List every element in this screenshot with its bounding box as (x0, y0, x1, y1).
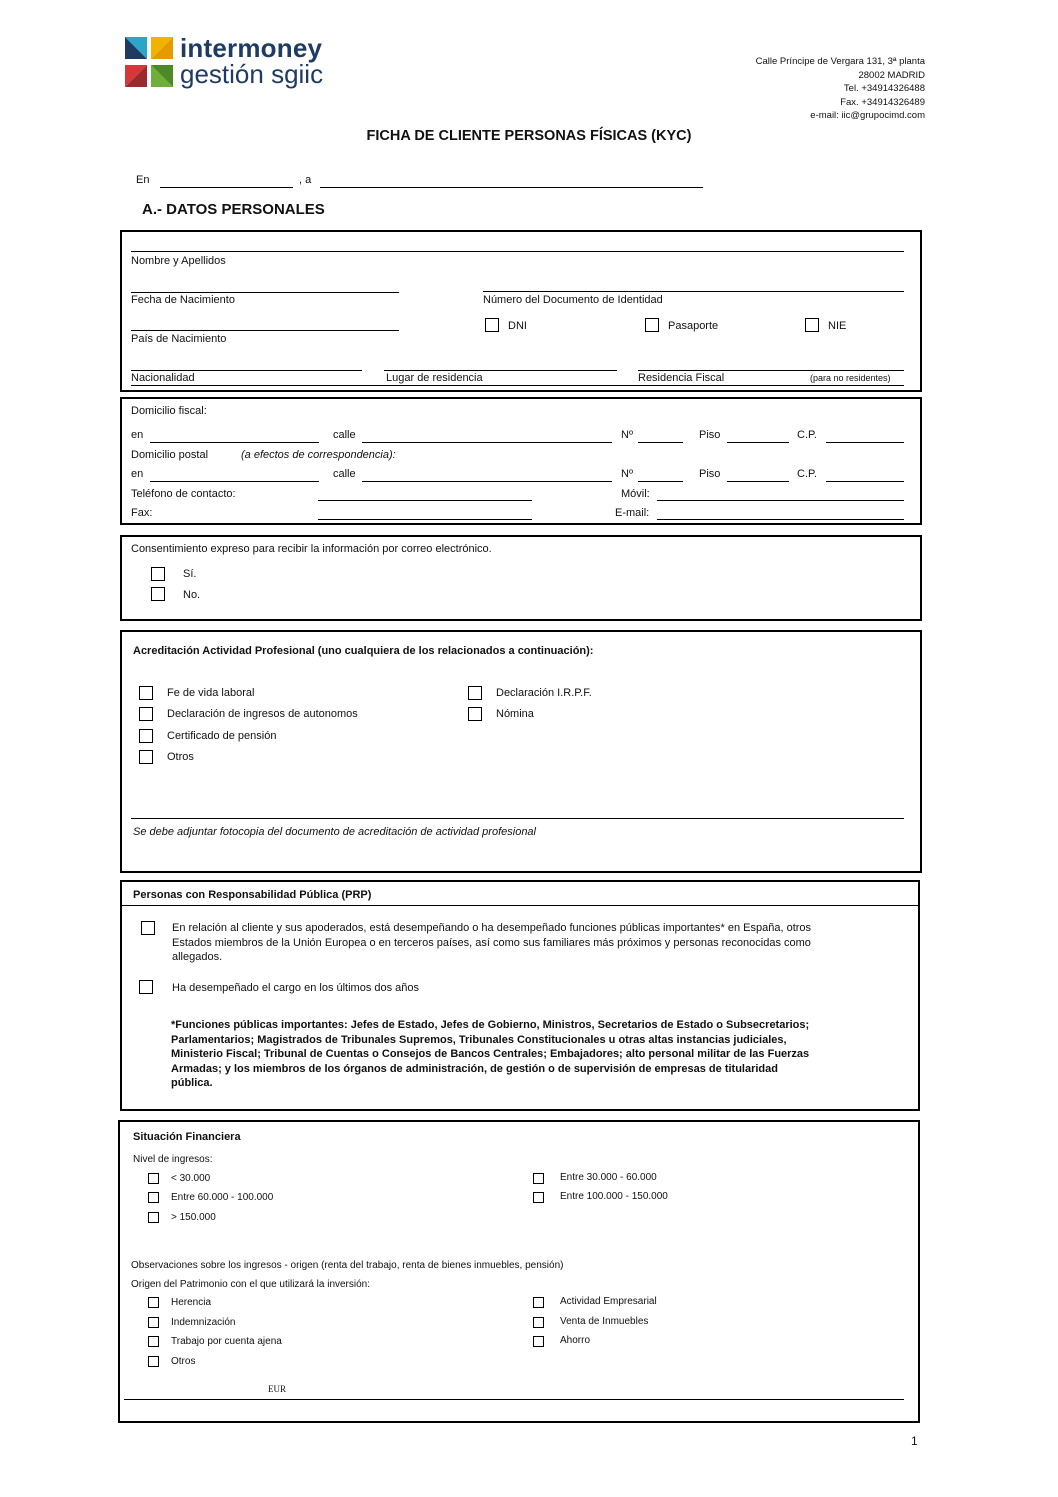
fax-field[interactable] (318, 519, 532, 520)
prp-item1 (172, 921, 811, 965)
address-line: e-mail: iic@grupocimd.com (810, 110, 925, 121)
postal-cp-field[interactable] (826, 481, 904, 482)
telefono-field[interactable] (318, 500, 532, 501)
divider (122, 905, 918, 906)
divider (131, 251, 904, 252)
address-box (120, 397, 922, 525)
prp-item1-line: allegados. (172, 951, 223, 963)
fax-label: Fax: (131, 507, 153, 519)
nomina-checkbox[interactable] (468, 707, 482, 721)
prp-title: Personas con Responsabilidad Pública (PRP) (133, 889, 372, 901)
cp-label: C.P. (797, 429, 817, 441)
nomina-label: Nómina (496, 708, 534, 720)
ingresos-60-100-label: Entre 60.000 - 100.000 (171, 1192, 274, 1203)
divider (131, 385, 904, 386)
movil-label: Móvil: (621, 488, 650, 500)
telefono-label: Teléfono de contacto: (131, 488, 236, 500)
prp-item2: Ha desempeñado el cargo en los últimos dos años (172, 982, 420, 994)
certificado-pension-label: Certificado de pensión (167, 730, 277, 742)
trabajo-ajena-checkbox[interactable] (148, 1336, 159, 1347)
acreditacion-otros-checkbox[interactable] (139, 750, 153, 764)
eur-label: EUR (268, 1384, 286, 1394)
origen-otros-label: Otros (171, 1356, 196, 1367)
fe-vida-laboral-checkbox[interactable] (139, 686, 153, 700)
acreditacion-note: Se debe adjuntar fotocopia del documento de acreditación de actividad profesional (133, 826, 536, 838)
prp-item1-checkbox[interactable] (141, 921, 155, 935)
logo-line1: intermoney (180, 33, 323, 63)
indemnizacion-checkbox[interactable] (148, 1317, 159, 1328)
postal-piso-field[interactable] (727, 481, 789, 482)
nacionalidad-field[interactable] (131, 370, 362, 371)
domicilio-postal-note: (a efectos de correspondencia): (241, 449, 396, 461)
ingresos-autonomos-checkbox[interactable] (139, 707, 153, 721)
address-line: 28002 MADRID (858, 69, 925, 81)
nombre-field[interactable] (131, 292, 399, 293)
consent-no-checkbox[interactable] (151, 587, 165, 601)
fecha-nac-label: Fecha de Nacimiento (131, 294, 235, 306)
en-label: en (131, 429, 144, 441)
ingresos-autonomos-label: Declaración de ingresos de autonomos (167, 708, 358, 720)
ingresos-gt150-checkbox[interactable] (148, 1212, 159, 1223)
prp-item1-line: Estados miembros de la Unión Europea o en terceros países, así como sus familiares más próximos y personas reconocidas como (172, 936, 811, 949)
origen-otros-checkbox[interactable] (148, 1356, 159, 1367)
num-label: Nº (621, 429, 633, 441)
ingresos-100-150-checkbox[interactable] (533, 1192, 544, 1203)
ingresos-30-60-label: Entre 30.000 - 60.000 (560, 1172, 657, 1183)
ingresos-60-100-checkbox[interactable] (148, 1192, 159, 1203)
postal-calle-field[interactable] (362, 481, 612, 482)
prp-note-line: *Funciones públicas importantes: Jefes de Estado, Jefes de Gobierno, Ministros, Secretarios de Estado o Subsecretarios; (171, 1019, 810, 1031)
prp-note-line: pública. (171, 1077, 213, 1089)
cp-label: C.P. (797, 468, 817, 480)
movil-field[interactable] (657, 500, 904, 501)
prp-item2-checkbox[interactable] (139, 980, 153, 994)
date-label: , a (299, 174, 312, 186)
ahorro-checkbox[interactable] (533, 1336, 544, 1347)
num-label: Nº (621, 468, 633, 480)
nivel-ingresos-label: Nivel de ingresos: (133, 1154, 213, 1165)
email-label: E-mail: (615, 507, 650, 519)
irpf-label: Declaración I.R.P.F. (496, 687, 592, 699)
acreditacion-otros-label: Otros (167, 751, 194, 763)
financiera-box (118, 1120, 920, 1423)
actividad-empresarial-label: Actividad Empresarial (560, 1296, 657, 1307)
prp-note (171, 1018, 809, 1091)
logo-line2: gestión sgiic (180, 59, 324, 89)
divider (131, 818, 904, 819)
herencia-label: Herencia (171, 1297, 212, 1308)
address-block (756, 55, 925, 123)
domicilio-postal-label: Domicilio postal (131, 449, 209, 461)
lugar-res-field[interactable] (384, 370, 617, 371)
venta-inmuebles-label: Venta de Inmuebles (560, 1316, 649, 1327)
ahorro-label: Ahorro (560, 1335, 591, 1346)
lugar-res-label: Lugar de residencia (386, 372, 483, 384)
section-a-title: A.- DATOS PERSONALES (142, 201, 325, 218)
nacionalidad-label: Nacionalidad (131, 372, 195, 384)
prp-note-line: Ministerio Fiscal; Tribunal de Cuentas o Consejos de Bancos Centrales; Embajadores; alto personal militar de las Fuerzas (171, 1048, 810, 1060)
calle-label: calle (333, 429, 356, 441)
logo (125, 33, 335, 93)
nombre-label: Nombre y Apellidos (131, 255, 226, 267)
certificado-pension-checkbox[interactable] (139, 729, 153, 743)
origen-label: Origen del Patrimonio con el que utilizará la inversión: (131, 1279, 371, 1290)
calle-label: calle (333, 468, 356, 480)
indemnizacion-label: Indemnización (171, 1317, 236, 1328)
observaciones-label: Observaciones sobre los ingresos - origen (renta del trabajo, renta de bienes inmuebles, pensión) (131, 1260, 564, 1271)
trabajo-ajena-label: Trabajo por cuenta ajena (171, 1336, 282, 1347)
ingresos-gt150-label: > 150.000 (171, 1212, 216, 1223)
dni-checkbox[interactable] (485, 318, 499, 332)
acreditacion-title: Acreditación Actividad Profesional (uno cualquiera de los relacionados a continuación): (133, 645, 594, 657)
no-residentes-note: (para no residentes) (810, 373, 891, 383)
res-fiscal-label: Residencia Fiscal (638, 372, 725, 384)
consent-text: Consentimiento expreso para recibir la información por correo electrónico. (131, 543, 492, 555)
pais-nac-label: País de Nacimiento (131, 333, 227, 345)
ingresos-100-150-label: Entre 100.000 - 150.000 (560, 1191, 668, 1202)
fiscal-en-field[interactable] (150, 442, 319, 443)
ingresos-lt30-checkbox[interactable] (148, 1173, 159, 1184)
fiscal-piso-field[interactable] (727, 442, 789, 443)
ingresos-lt30-label: < 30.000 (171, 1173, 211, 1184)
prp-item1-line: En relación al cliente y sus apoderados, está desempeñando o ha desempeñado funciones públicas importantes* en España, otros (172, 922, 812, 934)
consent-si-label: Sí. (183, 568, 197, 580)
place-field[interactable] (160, 187, 293, 188)
num-doc-label: Número del Documento de Identidad (483, 294, 663, 306)
res-fiscal-field[interactable] (638, 370, 904, 371)
date-field[interactable] (320, 187, 703, 188)
patrimonio-amount-field[interactable] (124, 1399, 904, 1400)
personal-data-box (120, 230, 922, 392)
consent-si-checkbox[interactable] (151, 567, 165, 581)
fiscal-calle-field[interactable] (362, 442, 612, 443)
nie-checkbox[interactable] (805, 318, 819, 332)
irpf-checkbox[interactable] (468, 686, 482, 700)
postal-num-field[interactable] (638, 481, 683, 482)
prp-note-line: Armadas; y los miembros de los órganos de administración, de gestión o de supervisión de empresas de titularidad (171, 1062, 778, 1075)
logo-mark-icon (125, 37, 173, 89)
piso-label: Piso (699, 468, 721, 480)
venta-inmuebles-checkbox[interactable] (533, 1317, 544, 1328)
nombre-field-right[interactable] (483, 291, 904, 292)
domicilio-fiscal-label: Domicilio fiscal: (131, 405, 207, 417)
postal-en-field[interactable] (150, 481, 319, 482)
nie-label: NIE (828, 320, 847, 332)
place-label: En (136, 174, 150, 186)
fiscal-num-field[interactable] (638, 442, 683, 443)
dni-label: DNI (508, 320, 527, 332)
email-field[interactable] (657, 519, 904, 520)
prp-note-line: Parlamentarios; Magistrados de Tribunales Supremos, Tribunales Constitucionales u otras altas instancias judiciales, (171, 1033, 787, 1046)
page-number: 1 (911, 1434, 918, 1448)
piso-label: Piso (699, 429, 721, 441)
pasaporte-checkbox[interactable] (645, 318, 659, 332)
actividad-empresarial-checkbox[interactable] (533, 1297, 544, 1308)
address-line: Fax. +34914326489 (840, 96, 925, 108)
ingresos-30-60-checkbox[interactable] (533, 1173, 544, 1184)
address-line: Calle Príncipe de Vergara 131, 3ª planta (755, 56, 925, 67)
herencia-checkbox[interactable] (148, 1297, 159, 1308)
fiscal-cp-field[interactable] (826, 442, 904, 443)
fecha-nac-field[interactable] (131, 330, 399, 331)
address-line: Tel. +34914326488 (843, 83, 925, 94)
pasaporte-label: Pasaporte (668, 320, 719, 332)
en-label: en (131, 468, 144, 480)
fe-vida-laboral-label: Fe de vida laboral (167, 687, 255, 699)
financiera-title: Situación Financiera (133, 1131, 241, 1143)
page-title: FICHA DE CLIENTE PERSONAS FÍSICAS (KYC) (366, 128, 692, 144)
consent-no-label: No. (183, 589, 201, 601)
